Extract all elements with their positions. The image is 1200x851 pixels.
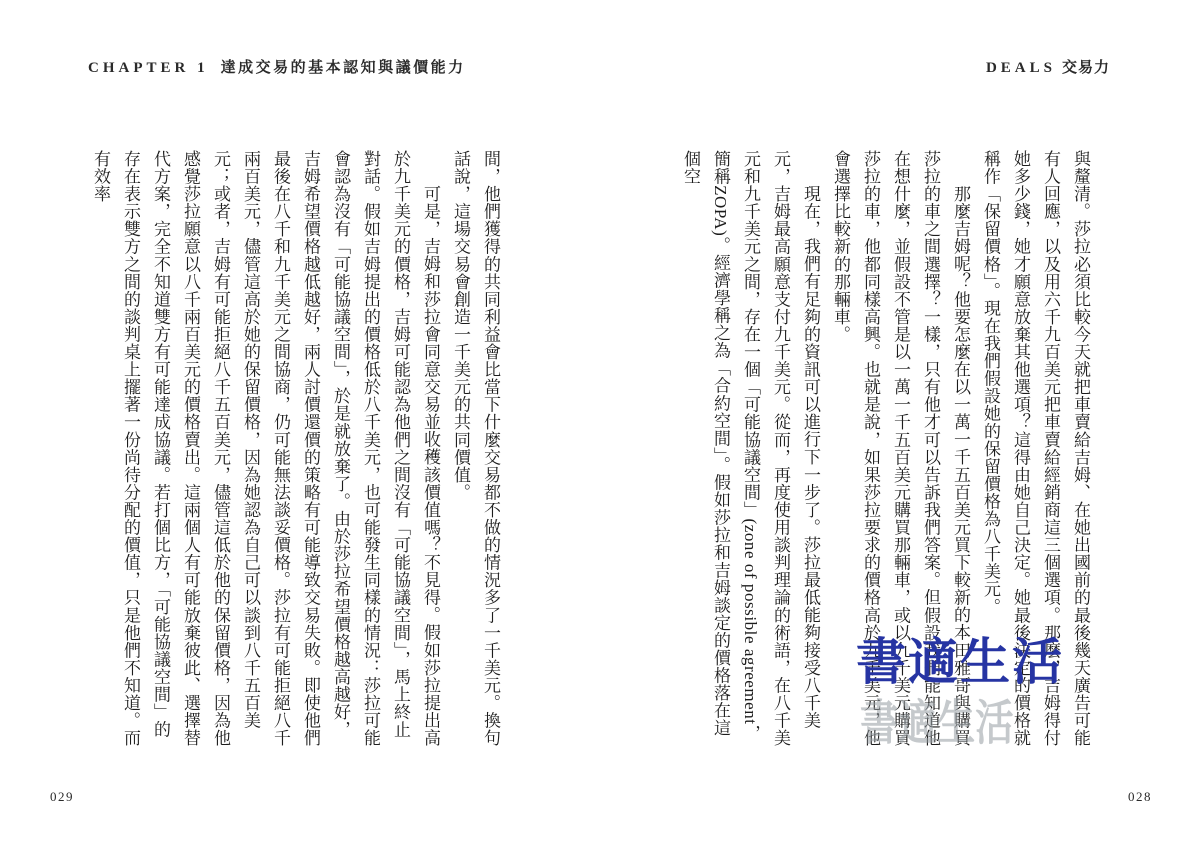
book-title-latin: DEALS xyxy=(985,60,1056,76)
paragraph: 那麼吉姆呢？他要怎麼在以一萬一千五百美元買下較新的本田雅哥與購買莎拉的車之間選擇？一樣，只有他才可以告訴我們答案。但假設我們能知道他在想什麼，並假設不管是以一萬一千五百美元購買那輛車，或以九千美元購買莎拉的車，他都同樣高興。也就是說，如果莎拉要求的價格高於九千美元，他會選擇比較新的那輛車。 xyxy=(831,150,970,747)
chapter-number-label: CHAPTER 1 xyxy=(88,60,209,76)
page-number-right: 028 xyxy=(1128,789,1152,804)
chapter-title: 達成交易的基本認知與議價能力 xyxy=(220,60,466,76)
running-head-book-title xyxy=(986,56,1110,77)
paragraph: 與釐清。莎拉必須比較今天就把車賣給吉姆、在她出國前的最後幾天廣告可能有人回應，以及用六千九百美元把車賣給經銷商這三個選項。那麼，吉姆得付她多少錢，她才願意放棄其他選項？這得由她自己決定。她最後決定的價格就稱作「保留價格」。現在我們假設她的保留價格為八千美元。 xyxy=(981,150,1090,747)
publisher-watermark-ghost: 書適生活 xyxy=(860,697,1014,750)
paragraph: 現在，我們有足夠的資訊可以進行下一步了。莎拉最低能夠接受八千美元，吉姆最高願意支付九千美元。從而，再度使用談判理論的術語，在八千美元和九千美元之間，存在一個「可能協議空間」(zone of possible agreement，簡稱ZOPA)。經濟學稱之為「合約空間」。假如莎拉和吉姆談定的價格落在這個空 xyxy=(681,150,820,747)
page-number-left: 029 xyxy=(50,789,74,804)
book-title-cjk: 交易力 xyxy=(1061,60,1110,76)
paragraph: 間，他們獲得的共同利益會比當下什麼交易都不做的情況多了一千美元。換句話說，這場交易會創造一千美元的共同價值。 xyxy=(451,150,500,747)
paragraph: 可是，吉姆和莎拉會同意交易並收穫該價值嗎？不見得。假如莎拉提出高於九千美元的價格，吉姆可能認為他們之間沒有「可能協議空間」，馬上終止對話。假如吉姆提出的價格低於八千美元，也可能發生同樣的情況：莎拉可能會認為沒有「可能協議空間」，於是就放棄了。由於莎拉希望價格越高越好，吉姆希望價格越低越好，兩人討價還價的策略有可能導致交易失敗。即使他們最後在八千和九千美元之間協商，仍可能無法談妥價格。莎拉有可能拒絕八千兩百美元，儘管這高於她的保留價格，因為她認為自己可以談到八千五百美元；或者，吉姆有可能拒絕八千五百美元，儘管這低於他的保留價格，因為他感覺莎拉願意以八千兩百美元的價格賣出。這兩個人有可能放棄彼此、選擇替代方案，完全不知道雙方有可能達成協議。若打個比方，「可能協議空間」的存在表示雙方之間的談判桌上擺著一份尚待分配的價值，只是他們不知道。而有效率 xyxy=(91,150,440,747)
publisher-watermark: 書適生活 xyxy=(856,634,1064,690)
running-head-chapter xyxy=(88,56,466,77)
left-page-body-text xyxy=(85,150,505,751)
